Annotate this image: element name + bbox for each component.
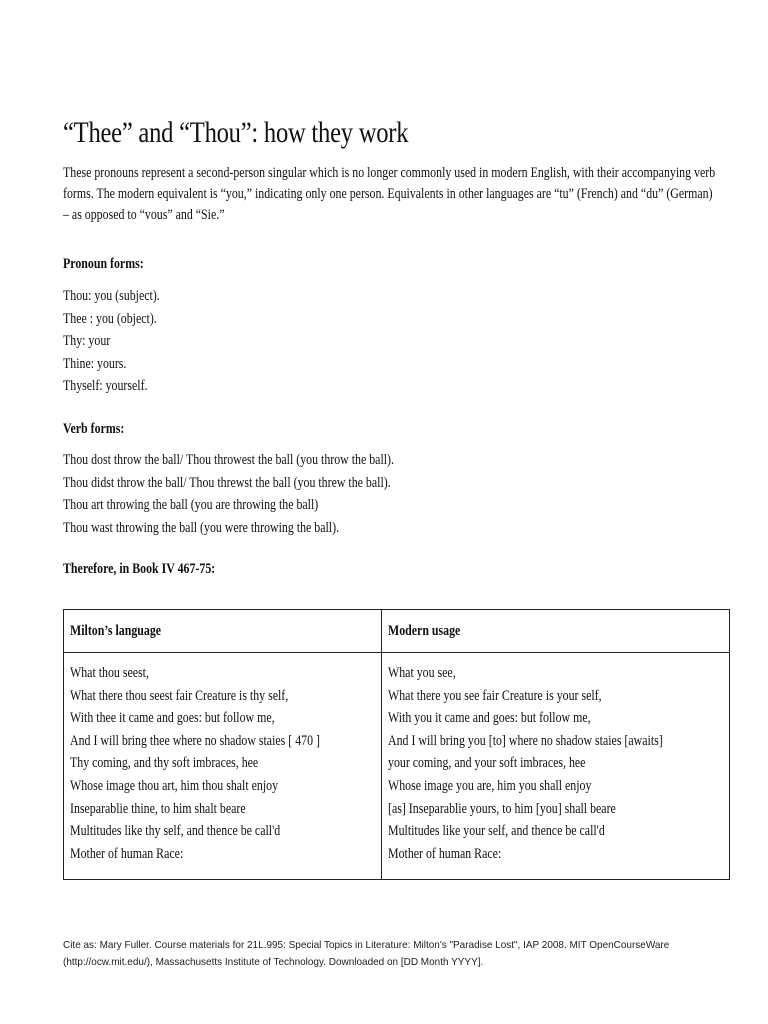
table-row <box>64 653 730 880</box>
intro-line: These pronouns represent a second-person singular which is no longer commonly used in modern English, with their accompanying verb <box>63 165 716 181</box>
pronoun-form: Thine: yours. <box>63 355 127 372</box>
modern-usage-cell <box>381 653 729 880</box>
book-reference-heading: Therefore, in Book IV 467-75: <box>63 561 216 577</box>
pronoun-form: Thyself: yourself. <box>63 378 148 394</box>
milton-line: Mother of human Race: <box>70 845 184 862</box>
table-header-milton: Milton’s language <box>64 610 382 653</box>
milton-line: With thee it came and goes: but follow me, <box>70 710 275 727</box>
table-header-row <box>64 610 730 653</box>
pronoun-forms-list <box>63 285 181 398</box>
intro-line: forms. The modern equivalent is “you,” indicating only one person. Equivalents in other languages are “tu” (French) and “du” (German) <box>63 186 713 202</box>
milton-line: Thy coming, and thy soft imbraces, hee <box>70 755 259 772</box>
verb-form: Thou art throwing the ball (you are throwing the ball) <box>63 497 319 513</box>
modern-line: With you it came and goes: but follow me, <box>387 710 591 727</box>
intro-paragraph <box>63 163 768 226</box>
citation-footer <box>63 937 703 971</box>
modern-line: Mother of human Race: <box>387 845 502 862</box>
comparison-table <box>63 609 730 880</box>
milton-line: What thou seest, <box>70 665 149 681</box>
citation-line: (http://ocw.mit.edu/), Massachusetts Institute of Technology. Downloaded on [DD Month YYYY]. <box>63 956 484 968</box>
modern-line: [as] Inseparablie yours, to him [you] shall beare <box>387 800 616 817</box>
milton-line: What there thou seest fair Creature is thy self, <box>70 687 289 704</box>
milton-line: Multitudes like thy self, and thence be call'd <box>70 823 281 840</box>
modern-line: Multitudes like your self, and thence be call'd <box>387 823 605 840</box>
pronoun-form: Thou: you (subject). <box>63 288 160 304</box>
intro-line: – as opposed to “vous” and “Sie.” <box>63 207 225 223</box>
modern-line: your coming, and your soft imbraces, hee <box>387 755 586 772</box>
pronoun-form: Thy: your <box>63 333 111 349</box>
modern-line: Whose image you are, him you shall enjoy <box>387 777 592 794</box>
verb-forms-list <box>63 449 467 539</box>
pronoun-forms-heading: Pronoun forms: <box>63 256 144 272</box>
milton-line: And I will bring thee where no shadow staies [ 470 ] <box>70 732 320 749</box>
milton-line: Inseparablie thine, to him shalt beare <box>70 800 246 817</box>
modern-line: What there you see fair Creature is your self, <box>387 687 602 704</box>
modern-line: And I will bring you [to] where no shadow staies [awaits] <box>387 732 663 749</box>
modern-line: What you see, <box>387 665 456 681</box>
milton-language-cell <box>64 653 382 880</box>
milton-line: Whose image thou art, him thou shalt enjoy <box>70 777 279 794</box>
page-title: “Thee” and “Thou”: how they work <box>63 116 409 149</box>
verb-form: Thou dost throw the ball/ Thou throwest the ball (you throw the ball). <box>63 452 394 468</box>
citation-line: Cite as: Mary Fuller. Course materials for 21L.995: Special Topics in Literature: Milton's "Paradise Lost", IAP 2008. MIT OpenCourseWare <box>63 939 670 951</box>
verb-form: Thou wast throwing the ball (you were throwing the ball). <box>63 519 340 536</box>
verb-form: Thou didst throw the ball/ Thou threwst the ball (you threw the ball). <box>63 474 391 491</box>
table-header-modern: Modern usage <box>381 610 729 653</box>
verb-forms-heading: Verb forms: <box>63 421 125 437</box>
pronoun-form: Thee : you (object). <box>63 310 157 327</box>
